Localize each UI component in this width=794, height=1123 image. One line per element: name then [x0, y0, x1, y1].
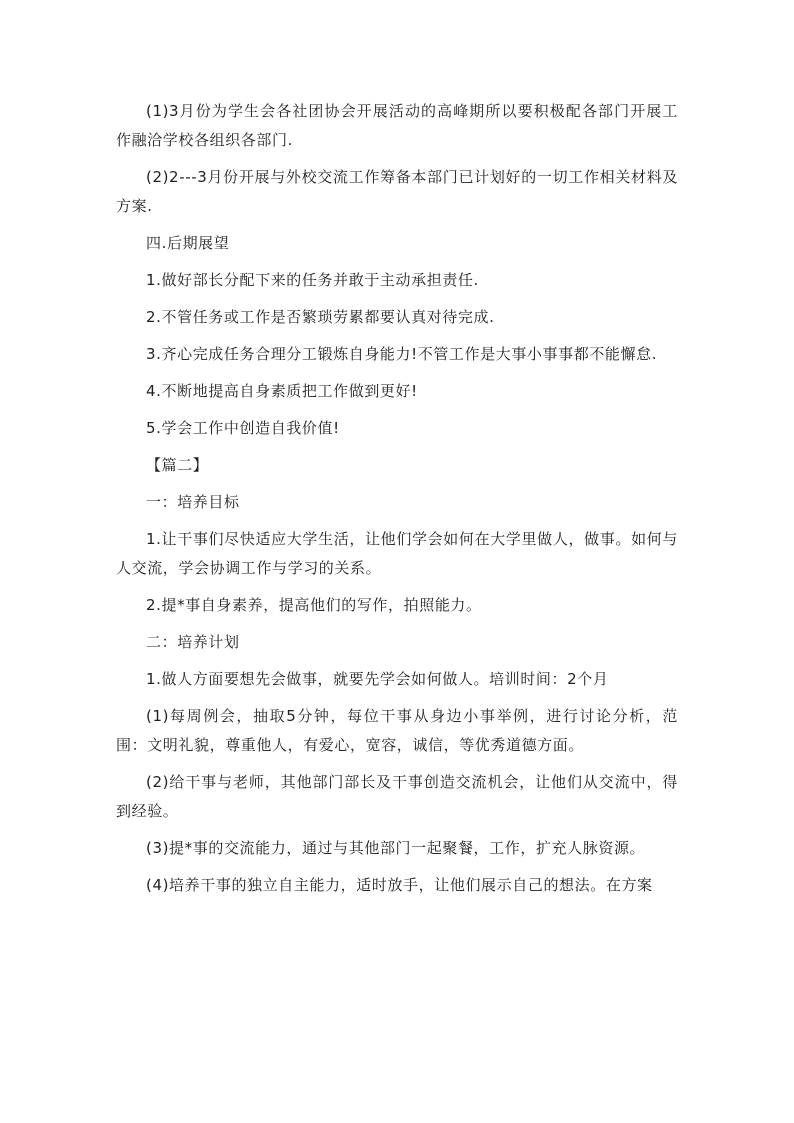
- paragraph-4: 1.做好部长分配下来的任务并敢于主动承担责任.: [146, 271, 479, 289]
- paragraph-5: 2.不管任务或工作是否繁琐劳累都要认真对待完成.: [146, 308, 495, 326]
- paragraph-2: (2)2---3月份开展与外校交流工作筹备本部门已计划好的一切工作相关材料及方案.: [116, 168, 678, 215]
- paragraph-12: 2.提*事自身素养，提高他们的写作，拍照能力。: [146, 596, 482, 614]
- paragraph-15: (1)每周例会，抽取5分钟，每位干事从身边小事举例，进行讨论分析，范围：文明礼貌，尊重他人，有爱心，宽容，诚信，等优秀道德方面。: [116, 707, 678, 754]
- section-heading-plan: 二：培养计划: [146, 633, 240, 651]
- paragraph-7: 4.不断地提高自身素质把工作做到更好!: [146, 382, 418, 400]
- paragraph-16: (2)给干事与老师，其他部门部长及干事创造交流机会，让他们从交流中，得到经验。: [116, 773, 678, 820]
- paragraph-11: 1.让干事们尽快适应大学生活，让他们学会如何在大学里做人，做事。如何与人交流，学会协调工作与学习的关系。: [116, 530, 678, 577]
- chapter-heading-part-two: 【篇二】: [146, 456, 209, 474]
- section-heading-outlook: 四.后期展望: [146, 234, 230, 252]
- section-heading-goals: 一：培养目标: [146, 493, 240, 511]
- paragraph-8: 5.学会工作中创造自我价值!: [146, 419, 340, 437]
- paragraph-1: (1)3月份为学生会各社团协会开展活动的高峰期所以要积极配各部门开展工作融洽学校各组织各部门.: [116, 102, 678, 149]
- paragraph-18: (4)培养干事的独立自主能力，适时放手，让他们展示自己的想法。在方案: [146, 876, 653, 894]
- paragraph-17: (3)提*事的交流能力，通过与其他部门一起聚餐，工作，扩充人脉资源。: [146, 839, 646, 857]
- document-body: [116, 97, 678, 908]
- paragraph-6: 3.齐心完成任务合理分工锻炼自身能力!不管工作是大事小事事都不能懈怠.: [146, 345, 658, 363]
- paragraph-14: 1.做人方面要想先会做事，就要先学会如何做人。培训时间：2个月: [146, 670, 609, 688]
